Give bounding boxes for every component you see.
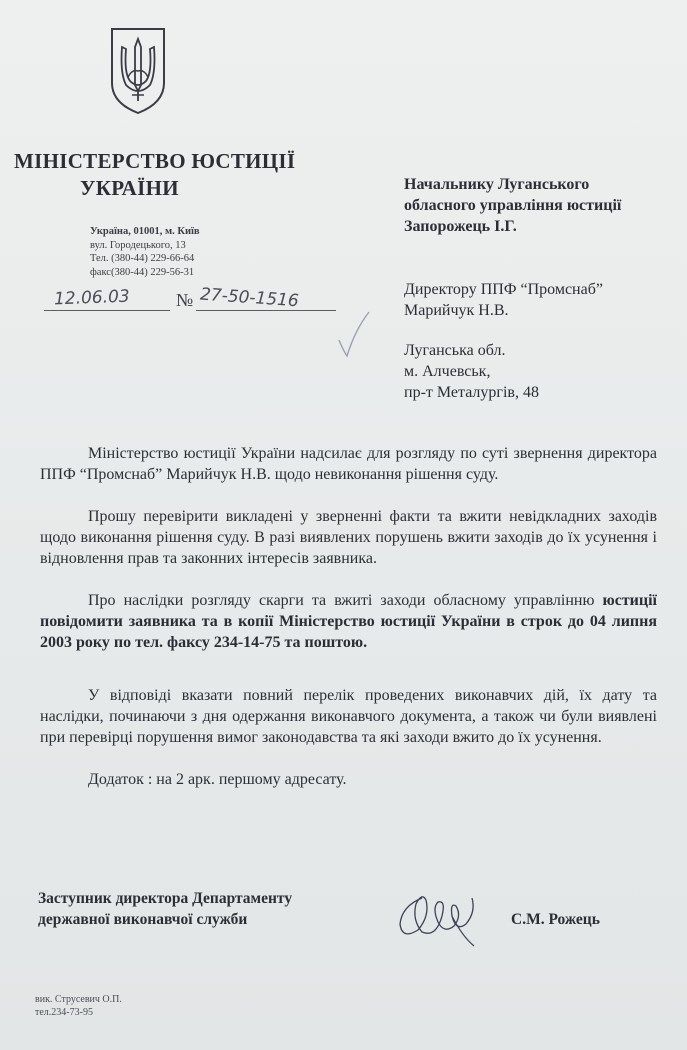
signer-name: С.М. Рожець	[511, 911, 600, 928]
executor-info	[35, 993, 122, 1019]
body-paragraph: У відповіді вказати повний перелік проведених виконавчих дій, їх дату та наслідки, починаючи з дня одержання виконавчого документа, а також чи були виявлені при перевірці порушення вимог законодавства та які заходи вжито до їх усунення.	[40, 687, 657, 746]
recipient-line: Марийчук Н.В.	[404, 302, 509, 319]
date-underline	[44, 310, 170, 311]
address-line: факс(380-44) 229-56-31	[90, 266, 195, 278]
address-line: Тел. (380-44) 229-66-64	[90, 253, 195, 264]
body-text-bold: юстиції повідомити заявника та в копії Міністерство юстиції України в строк до 04 липня 2003 року по тел. факсу 234-14-75 та поштою.	[40, 592, 657, 651]
address-line: Україна, 01001, м. Київ	[90, 226, 200, 237]
letter-body	[40, 443, 657, 790]
ministry-name-line2: УКРАЇНИ	[80, 176, 179, 200]
body-paragraph	[40, 590, 657, 653]
recipient-line: Директору ППФ “Промснаб”	[404, 281, 603, 298]
attachment-note: Додаток : на 2 арк. першому адресату.	[88, 771, 347, 788]
signatory-title-line: Заступник директора Департаменту	[38, 890, 293, 907]
executor-name: вик. Струсевич О.П.	[35, 994, 122, 1005]
recipient-line: Запорожець І.Г.	[404, 218, 517, 235]
body-paragraph: Міністерство юстиції України надсилає для розгляду по суті звернення директора ППФ “Промснаб” Марийчук Н.В. щодо невиконання рішення суду.	[40, 445, 657, 483]
recipient-address-line: Луганська обл.	[404, 342, 506, 359]
ministry-name-line1: МІНІСТЕРСТВО ЮСТИЦІЇ	[14, 149, 296, 173]
body-text: Про наслідки розгляду скарги та вжиті заходи обласному управлінню	[88, 592, 603, 609]
registration-date: 12.06.03	[53, 286, 131, 310]
address-line: вул. Городецького, 13	[90, 239, 186, 251]
executor-phone: тел.234-73-95	[35, 1007, 93, 1018]
recipient-line: обласного управління юстиції	[404, 197, 622, 214]
recipient-address-line: пр-т Металургів, 48	[404, 384, 539, 401]
recipient-address-line: м. Алчевськ,	[404, 363, 491, 380]
handwritten-signature-icon	[392, 886, 480, 948]
registration-number: 27-50-1516	[199, 284, 300, 312]
number-underline	[196, 310, 336, 311]
signatory-title-line: державної виконавчої служби	[38, 911, 248, 928]
registration-line	[40, 284, 340, 318]
trident-coat-of-arms-icon	[106, 25, 170, 115]
ministry-address	[90, 225, 200, 279]
ministry-name	[14, 148, 314, 202]
recipient-line: Начальнику Луганського	[404, 176, 590, 193]
signatory-title	[38, 888, 292, 930]
number-label: №	[176, 290, 194, 310]
body-paragraph: Прошу перевірити викладені у зверненні факти та вжити невідкладних заходів щодо виконання рішення суду. В разі виявлених порушень вжити заходів до їх усунення і відновлення прав та законних інтересів заявника.	[40, 508, 657, 567]
check-mark-icon	[337, 310, 371, 358]
recipients-block	[404, 174, 621, 403]
